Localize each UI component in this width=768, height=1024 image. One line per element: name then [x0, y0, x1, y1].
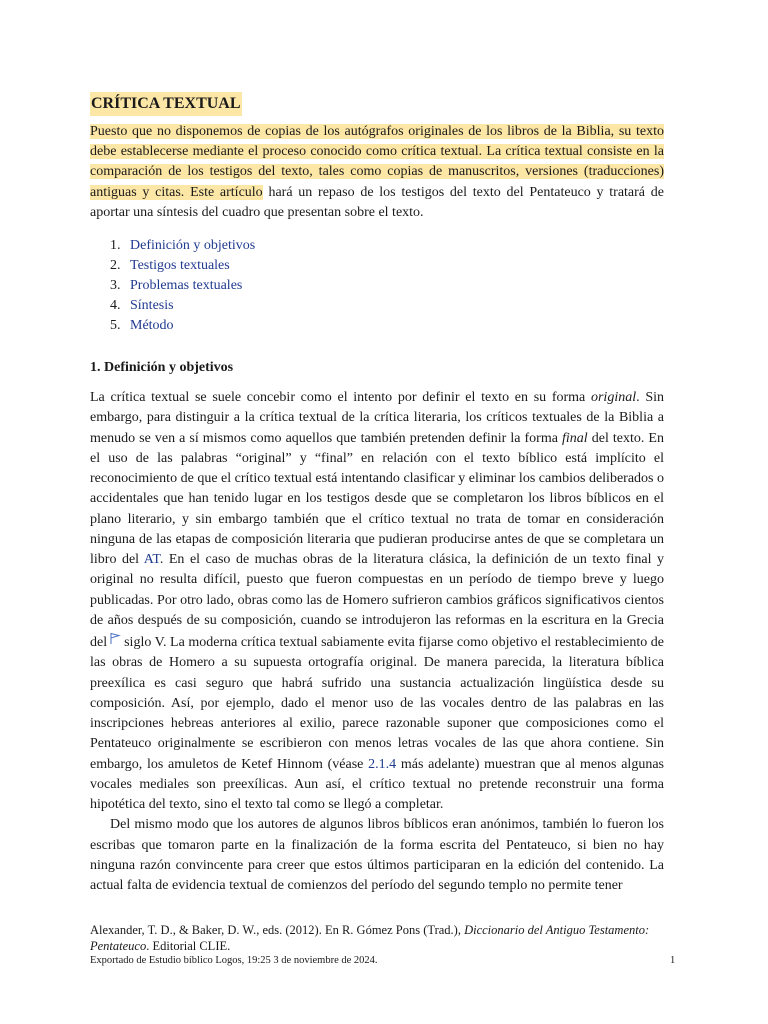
text-run: del texto. En el uso de las palabras “original” y “final” en relación con el texto bíblico está implícito el reconocimiento de que el crítico textual está intentando clasificar y eliminar los cambios deliberados o accidentales que han tenido lugar en los testigos desde que se completaron los libros bíblicos en el plano literario, y sin embargo también que el crítico textual no trata de tomar en consideración ninguna de las etapas de composición literaria que pudieran producirse antes de que se completara un libro del — [90, 430, 664, 568]
paragraph: Del mismo modo que los autores de algunos libros bíblicos eran anónimos, también lo fueron los escribas que tomaron parte en la finalización de la forma escrita del Pentateuco, si bien no hay ninguna razón convincente para creer que estos últimos participaran en la edición del contenido. La actual falta de evidencia textual de comienzos del período del segundo templo no permite tener — [90, 817, 664, 894]
document-page — [90, 92, 664, 896]
table-of-contents — [110, 236, 664, 336]
page-number: 1 — [670, 955, 676, 966]
toc-link[interactable]: Definición y objetivos — [130, 238, 256, 254]
toc-link[interactable]: Testigos textuales — [130, 258, 230, 274]
toc-item-sintesis[interactable] — [110, 296, 664, 316]
toc-link[interactable]: Problemas textuales — [130, 278, 243, 294]
citation-text: . Editorial CLIE. — [146, 939, 231, 953]
text-run: siglo V. La moderna crítica textual sabiamente evita fijarse como objetivo el restablecimiento de las obras de Homero a su supuesta ortografía original. De manera parecida, la literatura bíblica preexílica es casi seguro que habrá sufrido una sustancia actualización lingüística desde su composición. Así, por ejemplo, dado el menor uso de las vocales dentro de las palabras en las inscripciones hebreas anteriores al exilio, parece razonable suponer que composiciones como el Pentateuco originalmente se escribieron con menos letras vocales de las que ahora contiene. Sin embargo, los amuletos de Ketef Hinnom (véase — [90, 635, 664, 772]
toc-number: 2. — [110, 258, 121, 274]
toc-item-testigos[interactable] — [110, 256, 664, 276]
flag-icon[interactable] — [109, 631, 121, 643]
text-run: más adelante) muestran que al menos algunas vocales mediales son preexílicas. Aun así, el crítico textual no pretende reconstruir una forma hipotética del texto, sino el texto tal como se llegó a completar. — [90, 756, 664, 813]
text-run: . Sin embargo, para distinguir a la crítica textual de la crítica literaria, los críticos textuales de la Biblia a menudo se ven a sí mismos como aquellos que también pretenden definir la forma — [90, 390, 664, 446]
toc-link[interactable]: Método — [130, 318, 174, 334]
cross-reference-link[interactable]: 2.1.4 — [368, 756, 397, 772]
intro-paragraph — [90, 122, 664, 223]
citation-title: Diccionario del Antiguo Testamento: Pentateuco — [90, 923, 650, 953]
page-title: CRÍTICA TEXTUAL — [90, 92, 242, 116]
text-run: . En el caso de muchas obras de la literatura clásica, la definición de un texto final y original no resulta difícil, puesto que fueron compuestas en un período de tiempo breve y luego publicadas. Por otro lado, obras como las de Homero sufrieron cambios gráficos significativos cientos de años después de su composición, cuando se introdujeron las reformas en la escritura en la Grecia del — [90, 552, 664, 651]
toc-link[interactable]: Síntesis — [130, 298, 174, 314]
highlighted-text: Puesto que no disponemos de copias de los autógrafos originales de los libros de la Biblia, su texto debe establecerse mediante el proceso conocido como crítica textual. La crítica textual consiste en la comparación de los testigos del texto, tales como copias de manuscritos, versiones (traducciones) antiguas y citas. Este artículo — [90, 124, 664, 200]
toc-number: 5. — [110, 318, 121, 334]
toc-item-definicion[interactable] — [110, 236, 664, 256]
emphasis-final: final — [562, 430, 588, 446]
toc-item-metodo[interactable] — [110, 316, 664, 336]
section-heading: 1. Definición y objetivos — [90, 360, 234, 376]
emphasis-original: original — [590, 390, 637, 406]
abbreviation-link-at[interactable]: AT — [143, 552, 160, 568]
toc-number: 1. — [110, 238, 121, 254]
text-run: La crítica textual se suele concebir como el intento por definir el texto en su forma — [90, 390, 591, 406]
citation-text: Alexander, T. D., & Baker, D. W., eds. (2012). En R. Gómez Pons (Trad.), — [90, 923, 465, 937]
toc-item-problemas[interactable] — [110, 276, 664, 296]
toc-number: 3. — [110, 278, 121, 294]
section-body — [90, 388, 664, 896]
toc-number: 4. — [110, 298, 121, 314]
citation — [90, 922, 690, 954]
export-note: Exportado de Estudio bíblico Logos, 19:25 3 de noviembre de 2024. — [90, 955, 378, 966]
intro-rest: hará un repaso de los testigos del texto del Pentateuco y tratará de aportar una síntesis del cuadro que presentan sobre el texto. — [90, 184, 664, 220]
paragraph — [90, 388, 664, 815]
